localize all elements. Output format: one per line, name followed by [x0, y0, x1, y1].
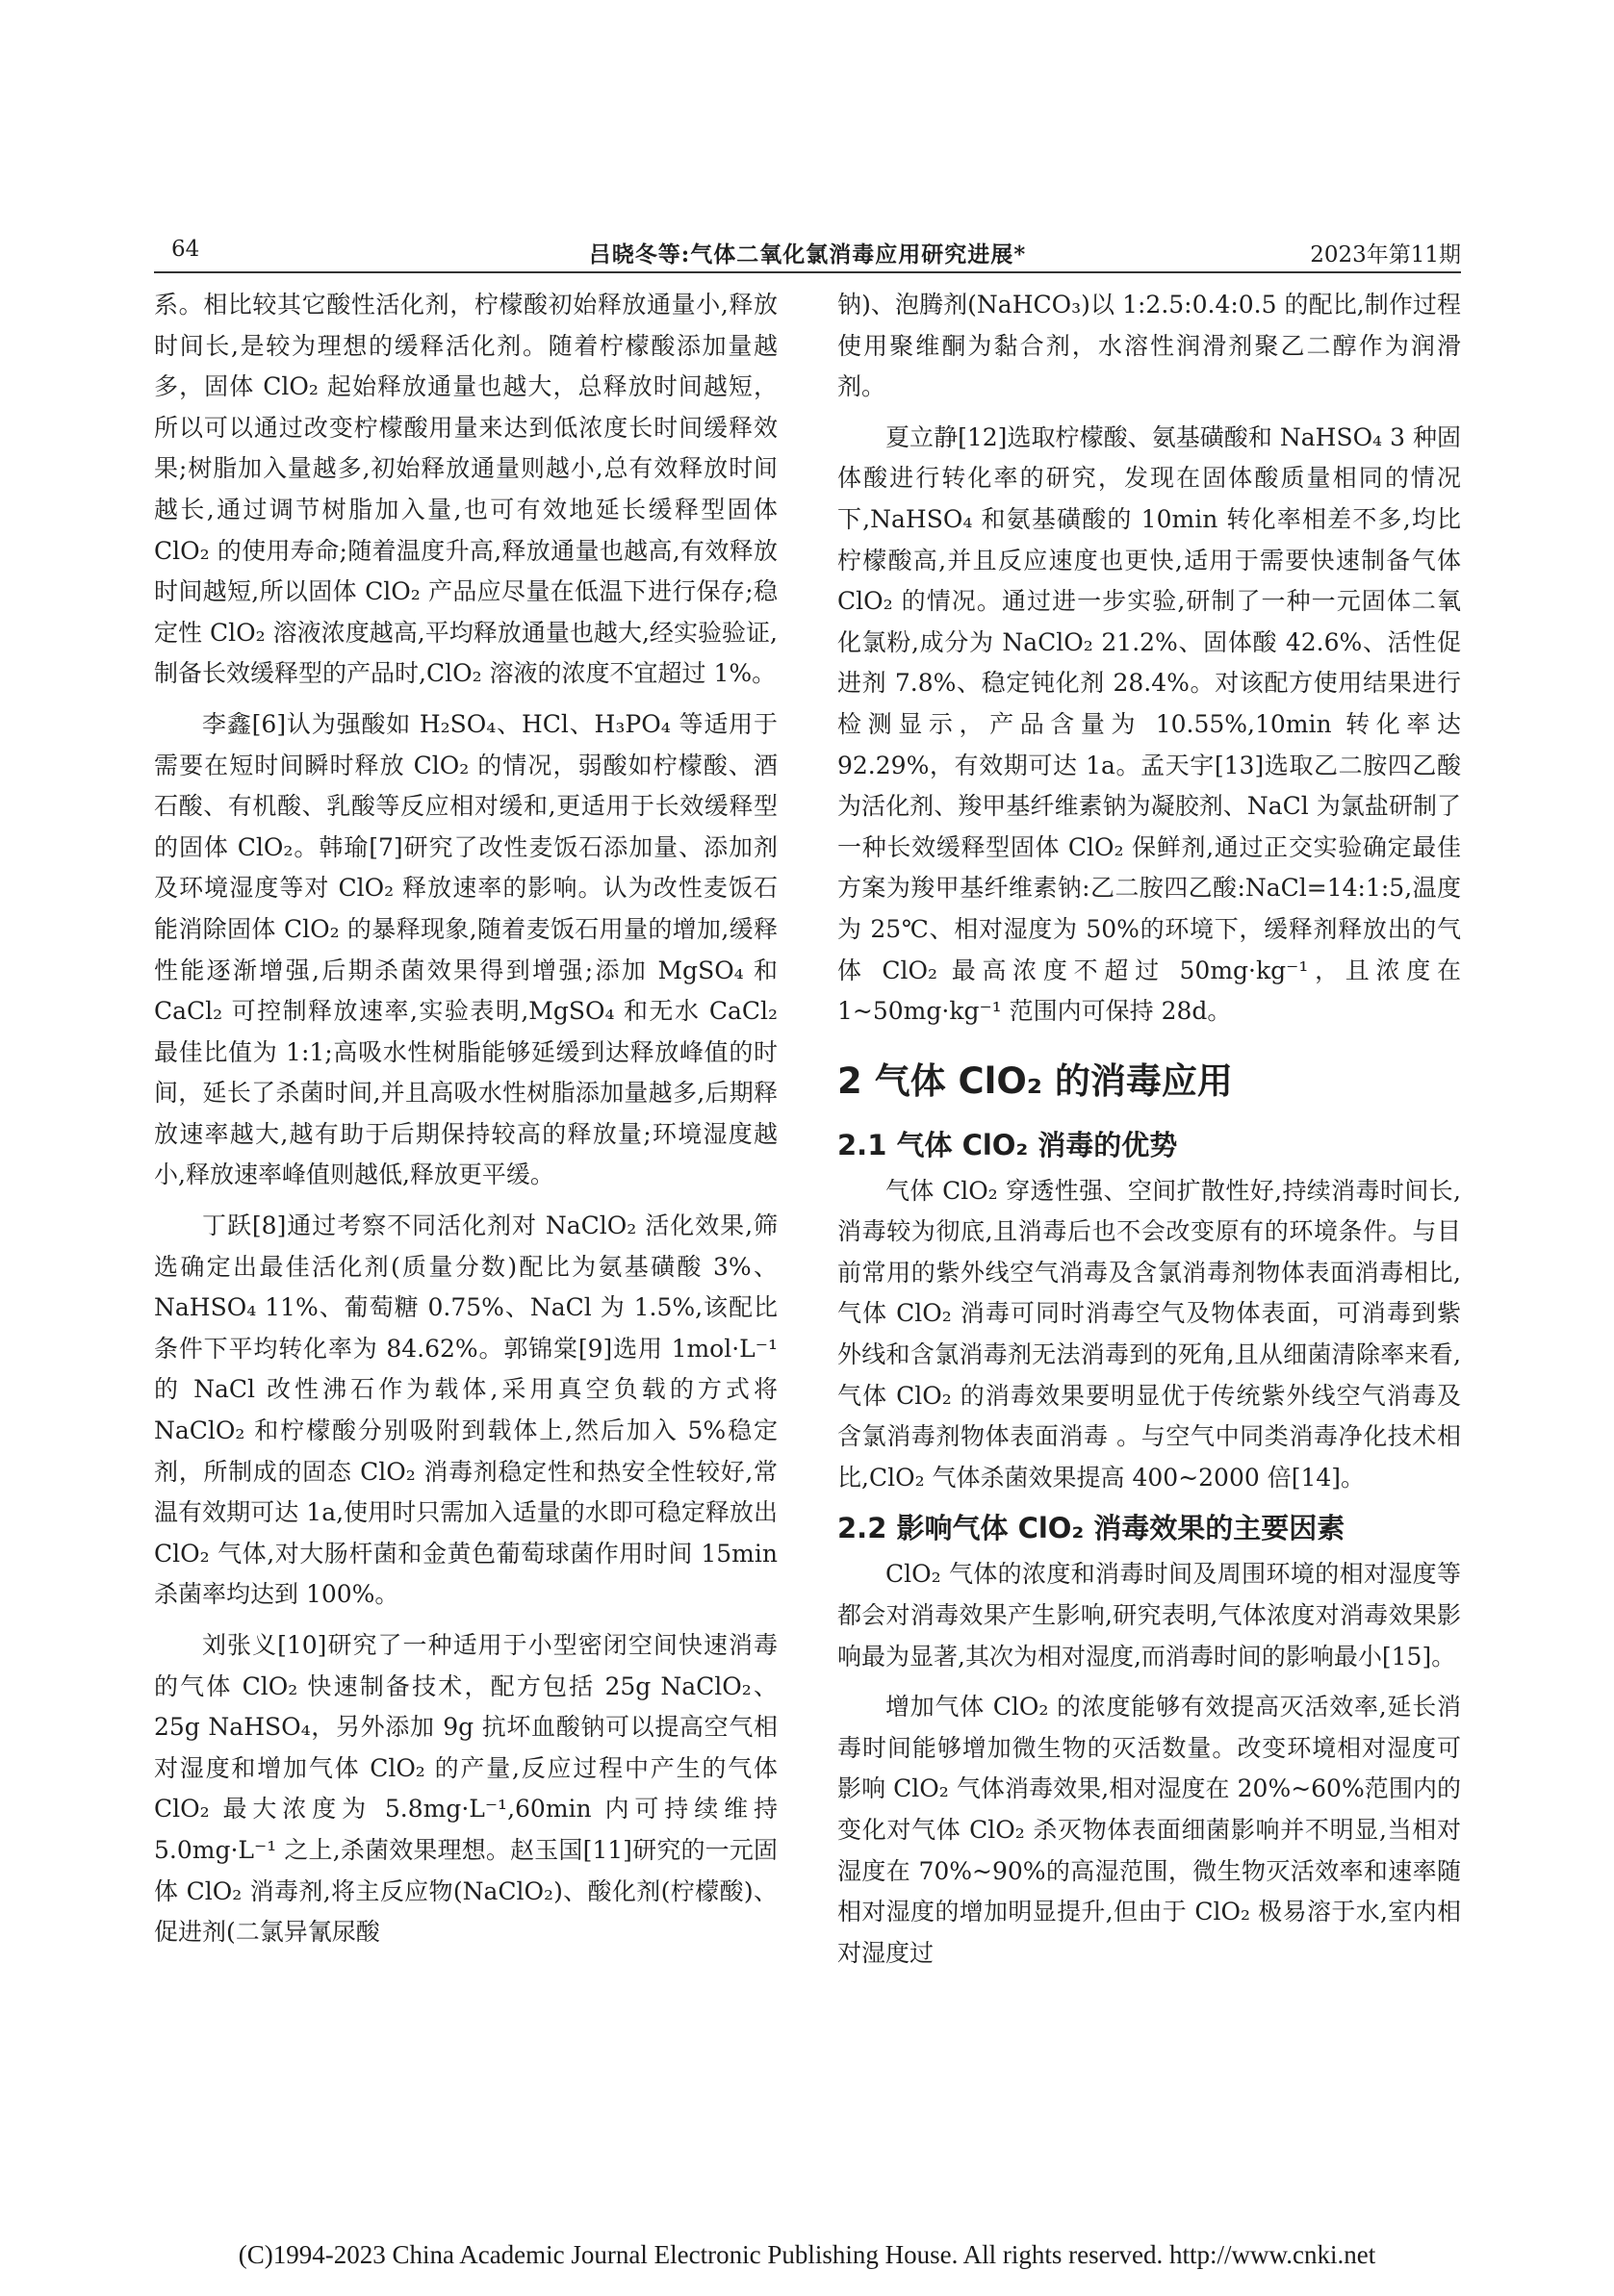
- body-paragraph: 李鑫[6]认为强酸如 H₂SO₄、HCl、H₃PO₄ 等适用于需要在短时间瞬时释放 ClO₂ 的情况，弱酸如柠檬酸、酒石酸、有机酸、乳酸等反应相对缓和,更适用于长效缓释型的固体 ClO₂。韩瑜[7]研究了改性麦饭石添加量、添加剂及环境湿度等对 ClO₂ 释放速率的影响。认为改性麦饭石能消除固体 ClO₂ 的暴释现象,随着麦饭石用量的增加,缓释性能逐渐增强,后期杀菌效果得到增强;添加 MgSO₄ 和 CaCl₂ 可控制释放速率,实验表明,MgSO₄ 和无水 CaCl₂ 最佳比值为 1:1;高吸水性树脂能够延缓到达释放峰值的时间，延长了杀菌时间,并且高吸水性树脂添加量越多,后期释放速率越大,越有助于后期保持较高的释放量;环境湿度越小,释放速率峰值则越低,释放更平缓。: [154, 709, 778, 1189]
- body-paragraph: 系。相比较其它酸性活化剂，柠檬酸初始释放通量小,释放时间长,是较为理想的缓释活化剂。随着柠檬酸添加量越多，固体 ClO₂ 起始释放通量也越大，总释放时间越短，所以可以通过改变柠檬酸用量来达到低浓度长时间缓释效果;树脂加入量越多,初始释放通量则越小,总有效释放时间越长,通过调节树脂加入量,也可有效地延长缓释型固体 ClO₂ 的使用寿命;随着温度升高,释放通量也越高,有效释放时间越短,所以固体 ClO₂ 产品应尽量在低温下进行保存;稳定性 ClO₂ 溶液浓度越高,平均释放通量也越大,经实验验证,制备长效缓释型的产品时,ClO₂ 溶液的浓度不宜超过 1%。: [154, 291, 778, 688]
- right-column: [837, 285, 1461, 1983]
- body-paragraph: ClO₂ 气体的浓度和消毒时间及周围环境的相对湿度等都会对消毒效果产生影响,研究表明,气体浓度对消毒效果影响最为显著,其次为相对湿度,而消毒时间的影响最小[15]。: [837, 1560, 1461, 1671]
- running-header: [154, 229, 1461, 271]
- section-heading: 2 气体 ClO₂ 的消毒应用: [837, 1059, 1233, 1102]
- body-paragraph: 钠)、泡腾剂(NaHCO₃)以 1:2.5:0.4:0.5 的配比,制作过程使用聚维酮为黏合剂，水溶性润滑剂聚乙二醇作为润滑剂。: [837, 291, 1461, 401]
- header-rule: [154, 271, 1461, 273]
- body-paragraph: 增加气体 ClO₂ 的浓度能够有效提高灭活效率,延长消毒时间能够增加微生物的灭活数量。改变环境相对湿度可影响 ClO₂ 气体消毒效果,相对湿度在 20%~60%范围内的变化对气体 ClO₂ 杀灭物体表面细菌影响并不明显,当相对湿度在 70%~90%的高湿范围，微生物灭活效率和速率随相对湿度的增加明显提升,但由于 ClO₂ 极易溶于水,室内相对湿度过: [837, 1693, 1461, 1967]
- body-paragraph: 刘张义[10]研究了一种适用于小型密闭空间快速消毒的气体 ClO₂ 快速制备技术，配方包括 25g NaClO₂、25g NaHSO₄，另外添加 9g 抗坏血酸钠可以提高空气相对湿度和增加气体 ClO₂ 的产量,反应过程中产生的气体 ClO₂ 最大浓度为 5.8mg·L⁻¹,60min 内可持续维持 5.0mg·L⁻¹ 之上,杀菌效果理想。赵玉国[11]研究的一元固体 ClO₂ 消毒剂,将主反应物(NaClO₂)、酸化剂(柠檬酸)、促进剂(二氯异氰尿酸: [154, 1631, 778, 1947]
- body-paragraph: 气体 ClO₂ 穿透性强、空间扩散性好,持续消毒时间长,消毒较为彻底,且消毒后也不会改变原有的环境条件。与目前常用的紫外线空气消毒及含氯消毒剂物体表面消毒相比,气体 ClO₂ 消毒可同时消毒空气及物体表面，可消毒到紫外线和含氯消毒剂无法消毒到的死角,且从细菌清除率来看,气体 ClO₂ 的消毒效果要明显优于传统紫外线空气消毒及含氯消毒剂物体表面消毒 。与空气中同类消毒净化技术相比,ClO₂ 气体杀菌效果提高 400~2000 倍[14]。: [837, 1176, 1461, 1492]
- body-paragraph: 丁跃[8]通过考察不同活化剂对 NaClO₂ 活化效果,筛选确定出最佳活化剂(质量分数)配比为氨基磺酸 3%、NaHSO₄ 11%、葡萄糖 0.75%、NaCl 为 1.5%,该配比条件下平均转化率为 84.62%。郭锦棠[9]选用 1mol·L⁻¹ 的 NaCl 改性沸石作为载体,采用真空负载的方式将 NaClO₂ 和柠檬酸分别吸附到载体上,然后加入 5%稳定剂，所制成的固态 ClO₂ 消毒剂稳定性和热安全性较好,常温有效期可达 1a,使用时只需加入适量的水即可稳定释放出 ClO₂ 气体,对大肠杆菌和金黄色葡萄球菌作用时间 15min 杀菌率均达到 100%。: [154, 1212, 778, 1609]
- copyright-footer: (C)1994-2023 China Academic Journal Electronic Publishing House. All rights reserved. http://www.cnki.net: [238, 2240, 1376, 2269]
- subsection-heading: 2.2 影响气体 ClO₂ 消毒效果的主要因素: [837, 1512, 1345, 1545]
- running-title: 吕晓冬等:气体二氧化氯消毒应用研究进展*: [588, 242, 1027, 268]
- page-number: 64: [171, 237, 200, 262]
- body-paragraph: 夏立静[12]选取柠檬酸、氨基磺酸和 NaHSO₄ 3 种固体酸进行转化率的研究，发现在固体酸质量相同的情况下,NaHSO₄ 和氨基磺酸的 10min 转化率相差不多,均比柠檬酸高,并且反应速度也更快,适用于需要快速制备气体 ClO₂ 的情况。通过进一步实验,研制了一种一元固体二氧化氯粉,成分为 NaClO₂ 21.2%、固体酸 42.6%、活性促进剂 7.8%、稳定钝化剂 28.4%。对该配方使用结果进行检测显示，产品含量为 10.55%,10min 转化率达 92.29%，有效期可达 1a。孟天宇[13]选取乙二胺四乙酸为活化剂、羧甲基纤维素钠为凝胶剂、NaCl 为氯盐研制了一种长效缓释型固体 ClO₂ 保鲜剂,通过正交实验确定最佳方案为羧甲基纤维素钠:乙二胺四乙酸:NaCl=14:1:5,温度为 25℃、相对湿度为 50%的环境下，缓释剂释放出的气体 ClO₂ 最高浓度不超过 50mg·kg⁻¹，且浓度在 1~50mg·kg⁻¹ 范围内可保持 28d。: [837, 422, 1461, 1026]
- left-column: [154, 285, 778, 1963]
- subsection-heading: 2.1 气体 ClO₂ 消毒的优势: [837, 1128, 1178, 1161]
- issue-label: 2023年第11期: [1310, 242, 1461, 268]
